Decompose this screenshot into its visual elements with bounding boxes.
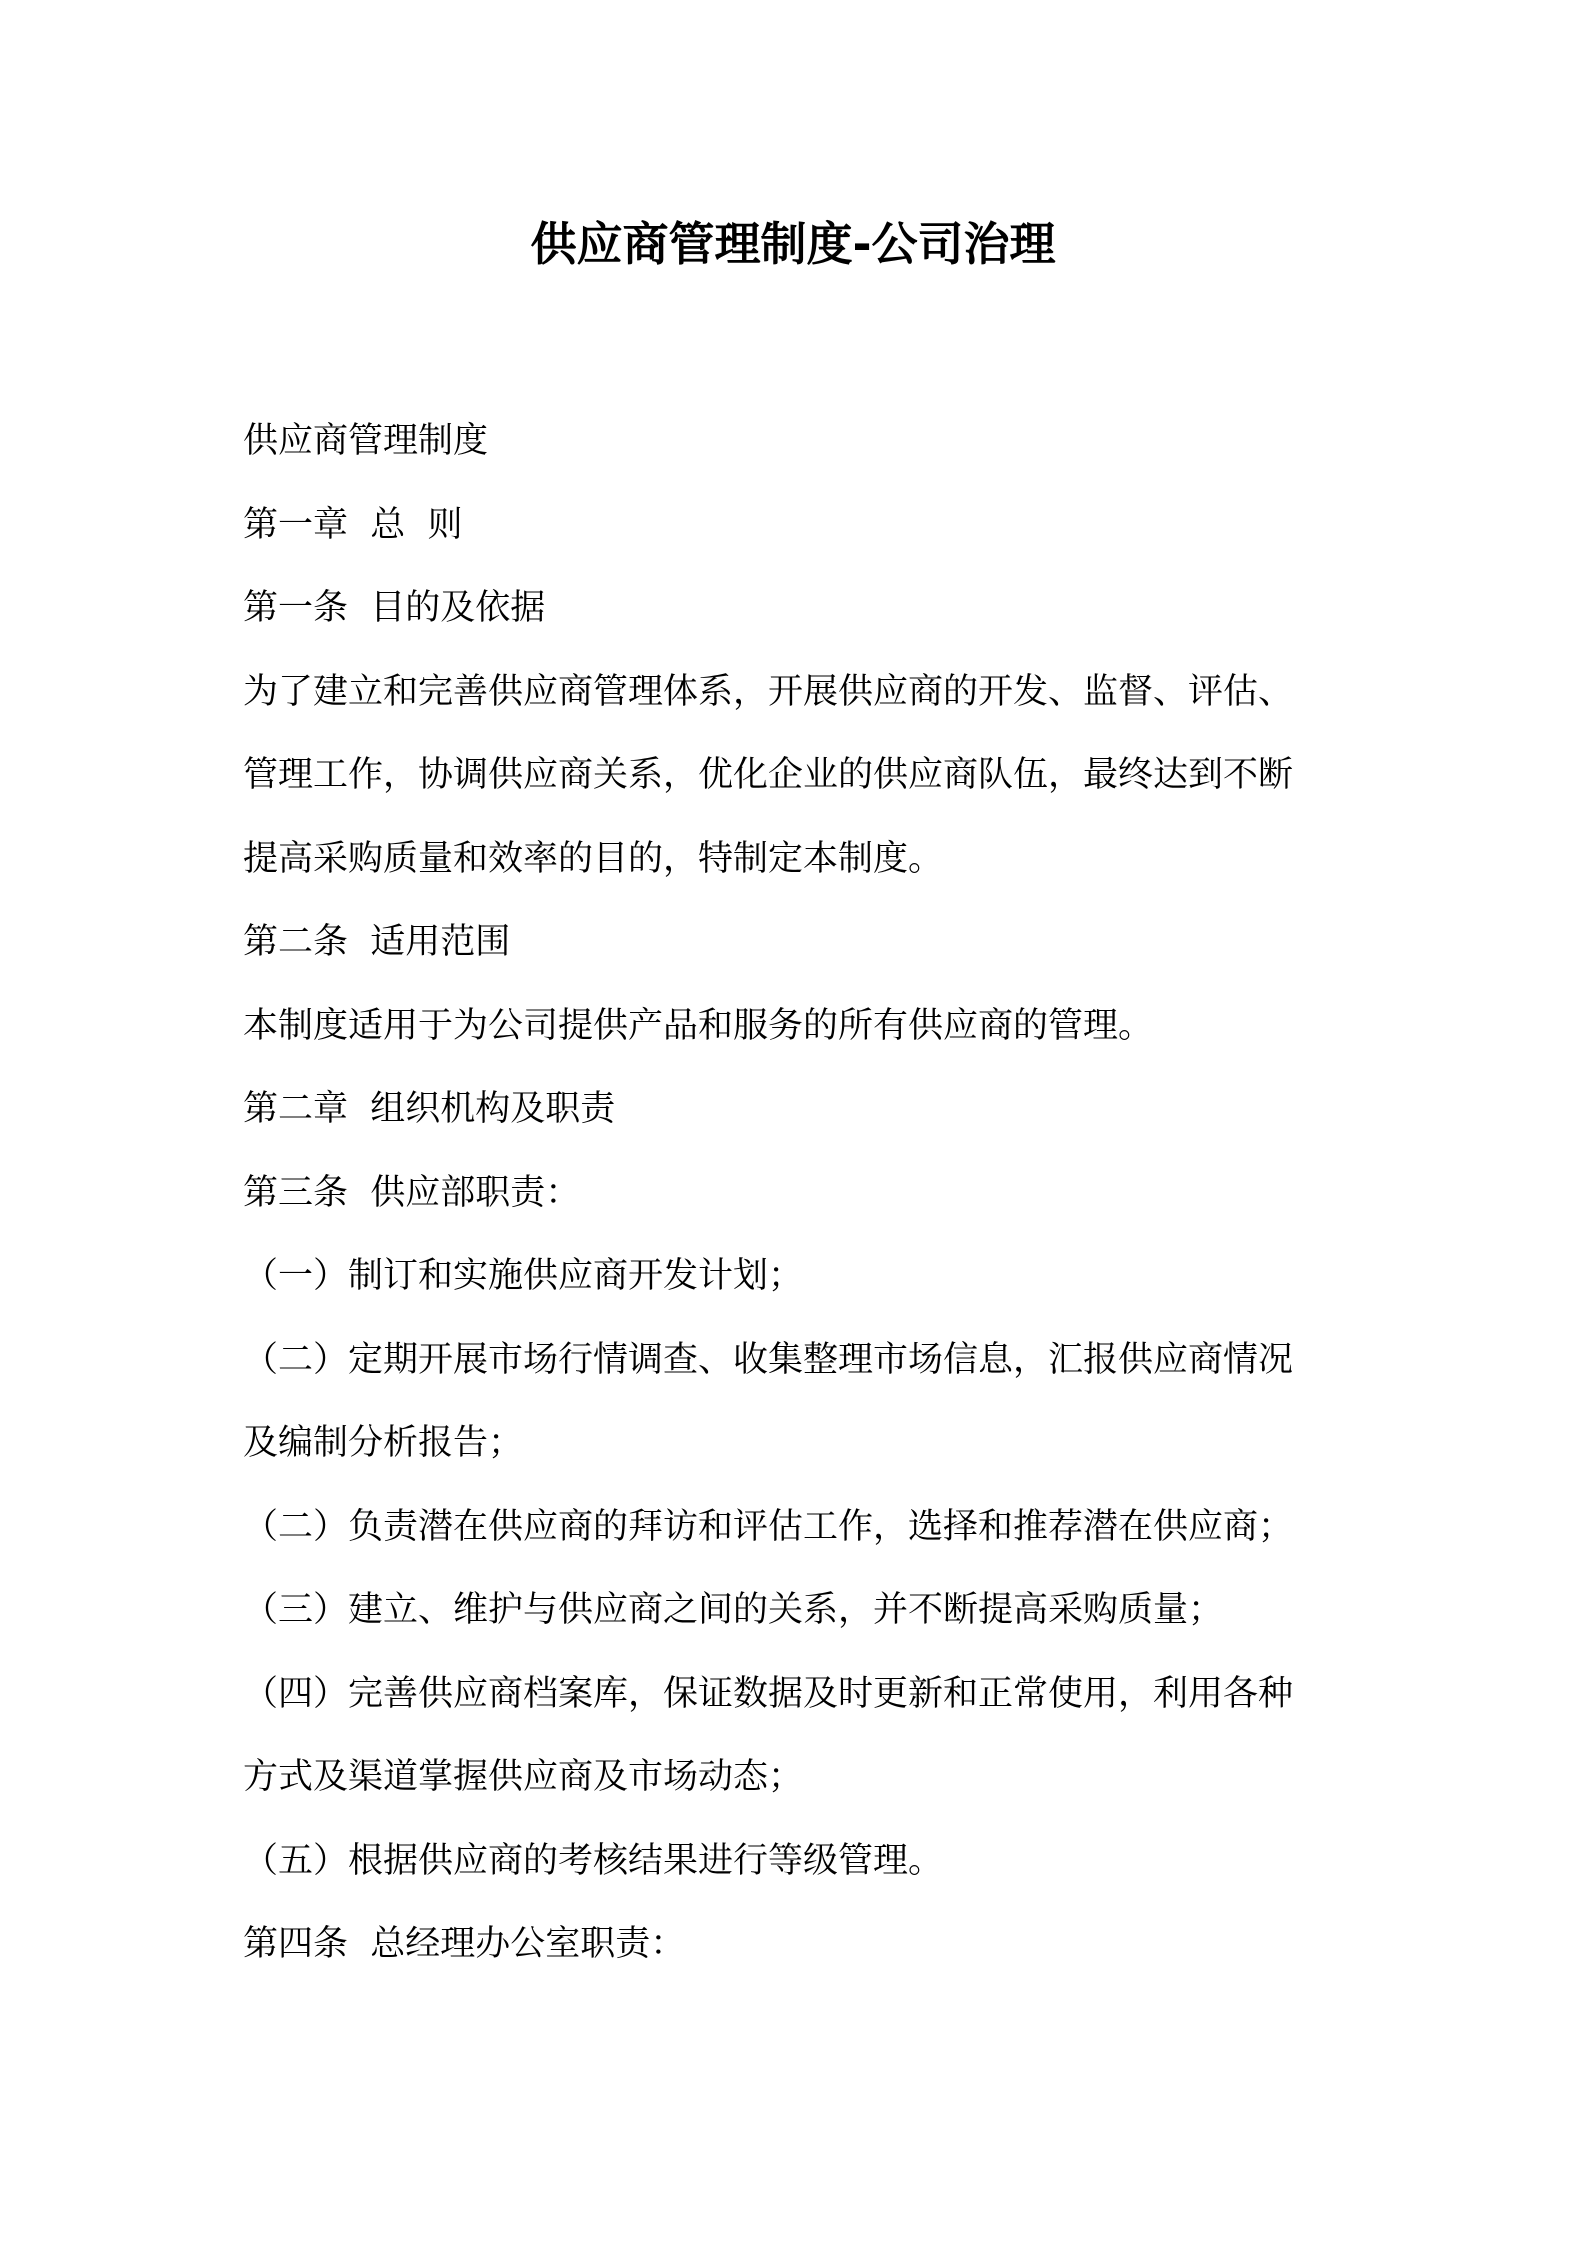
chapter-heading: 第二章 组织机构及职责 bbox=[243, 1089, 616, 1129]
paragraph-line: 本制度适用于为公司提供产品和服务的所有供应商的管理。 bbox=[243, 1005, 1154, 1046]
list-item: （五）根据供应商的考核结果进行等级管理。 bbox=[243, 1840, 944, 1881]
list-item-continuation: 方式及渠道掌握供应商及市场动态； bbox=[243, 1757, 804, 1797]
list-item: （二）定期开展市场行情调查、收集整理市场信息，汇报供应商情况 bbox=[243, 1339, 1294, 1380]
article-heading: 第三条 供应部职责： bbox=[243, 1172, 581, 1213]
article-heading: 第二条 适用范围 bbox=[243, 922, 511, 962]
list-item: （四）完善供应商档案库，保证数据及时更新和正常使用，利用各种 bbox=[243, 1673, 1294, 1714]
list-item: （三）建立、维护与供应商之间的关系，并不断提高采购质量； bbox=[243, 1590, 1224, 1630]
list-item-continuation: 及编制分析报告； bbox=[243, 1423, 524, 1463]
document-title: 供应商管理制度-公司治理 bbox=[530, 217, 1056, 271]
section-heading: 供应商管理制度 bbox=[243, 421, 489, 461]
paragraph-line: 管理工作，协调供应商关系，优化企业的供应商队伍，最终达到不断 bbox=[243, 755, 1294, 795]
article-heading: 第一条 目的及依据 bbox=[243, 588, 546, 628]
paragraph-line: 为了建立和完善供应商管理体系，开展供应商的开发、监督、评估、 bbox=[243, 671, 1294, 712]
paragraph-line: 提高采购质量和效率的目的，特制定本制度。 bbox=[243, 838, 944, 879]
document-body bbox=[243, 400, 1353, 1987]
list-item: （二）负责潜在供应商的拜访和评估工作，选择和推荐潜在供应商； bbox=[243, 1506, 1294, 1547]
article-heading: 第四条 总经理办公室职责： bbox=[243, 1924, 686, 1964]
list-item: （一）制订和实施供应商开发计划； bbox=[243, 1256, 804, 1296]
chapter-heading: 第一章 总 则 bbox=[243, 504, 463, 545]
